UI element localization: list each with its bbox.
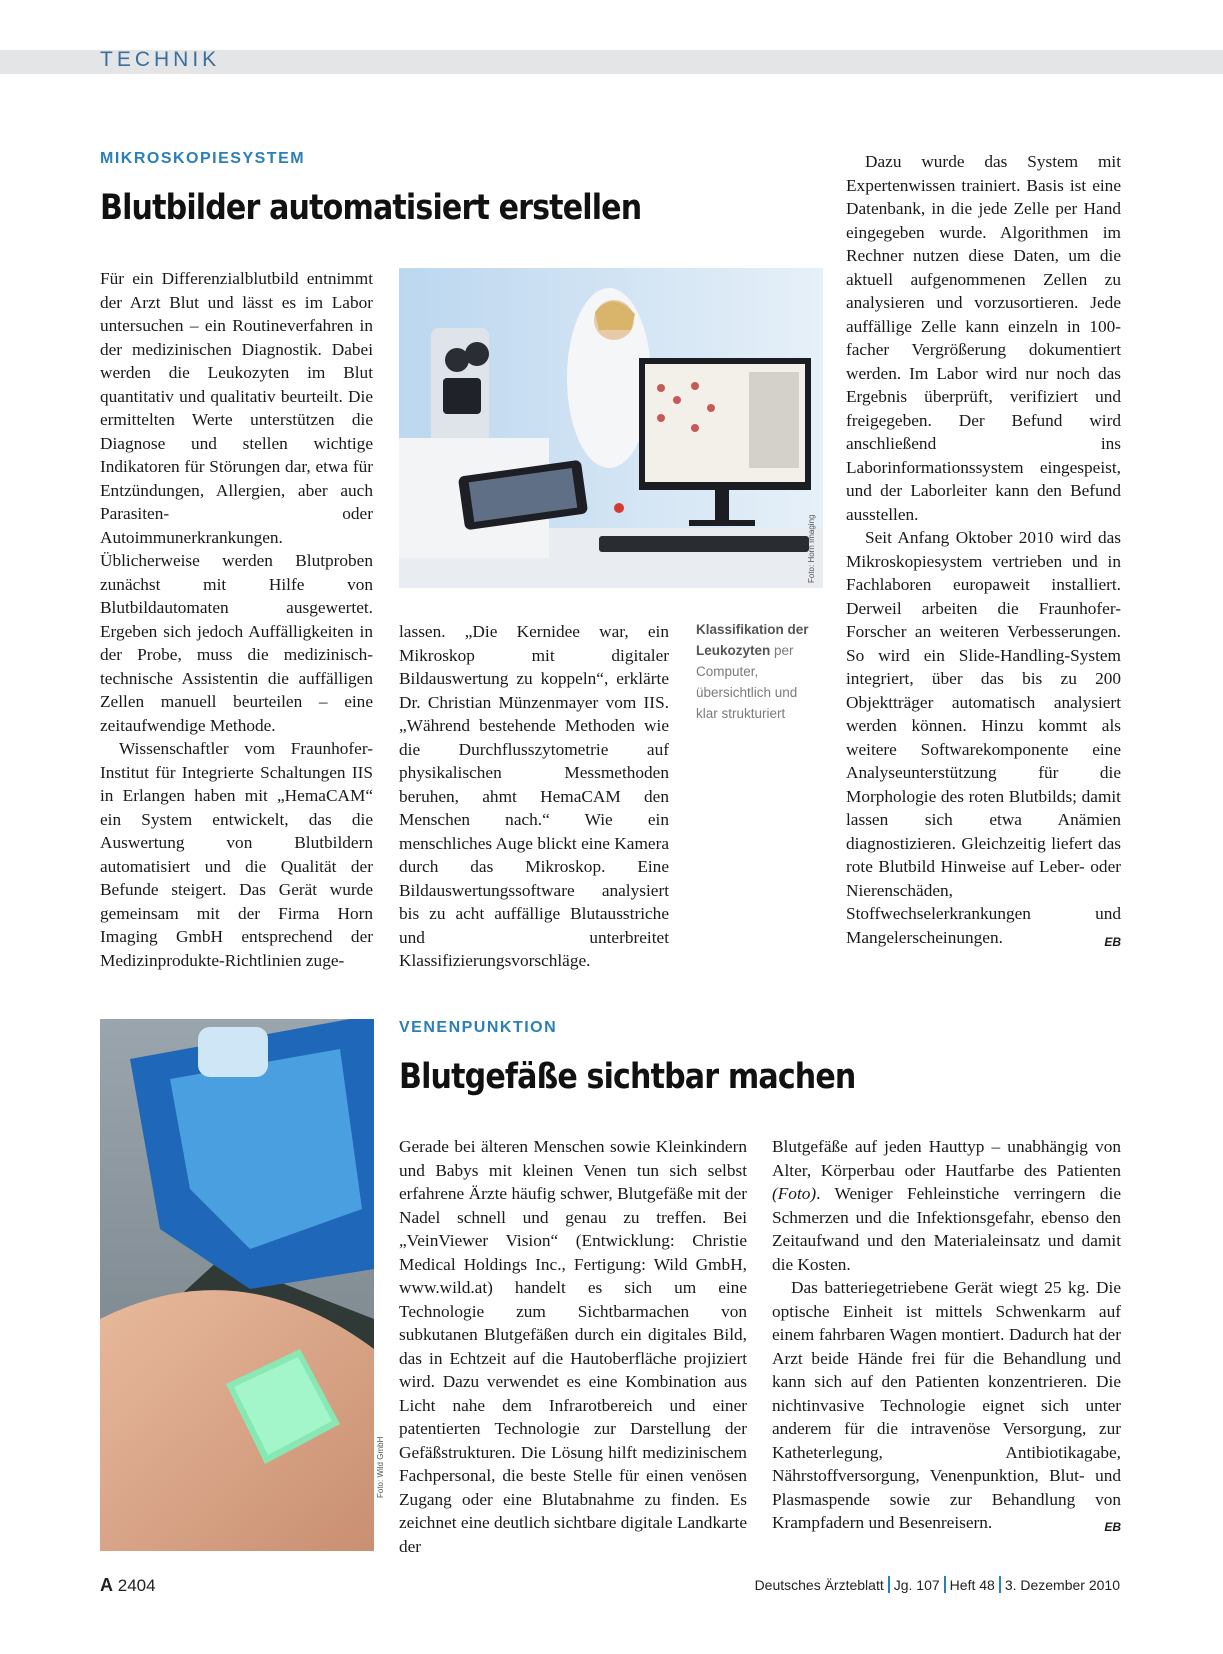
- article1-column-2: [399, 620, 669, 973]
- page-number-value: 2404: [117, 1576, 156, 1595]
- article2-col1-para: Gerade bei älteren Menschen sowie Kleinkindern und Babys mit kleinen Venen tun sich selbst erfahrene Ärzte häufig schwer, Blutgefäße mit der Nadel schnell und genau zu treffen. Bei „VeinViewer Vision“ (Entwicklung: Christie Medical Holdings Inc., Fertigung: Wild GmbH, www.wild.at) handelt es sich um eine Technologie zum Sichtbarmachen von subkutanen Blutgefäßen durch ein digitales Bild, das in Echtzeit auf die Hautoberfläche projiziert wird. Dazu verwendet es eine Kombination aus Licht nahe dem Infrarotbereich und einer patentierten Technologie zur Darstellung der Gefäßstrukturen. Die Lösung hilft medizinischem Fachpersonal, die beste Stelle für einen venösen Zugang oder eine Blutabnahme zu finden. Es zeichnet eine deutlich sichtbare digitale Landkarte der: [399, 1137, 747, 1556]
- article1-column-3: [846, 150, 1121, 954]
- article1-column-1: [100, 267, 373, 972]
- journal-volume: Jg. 107: [893, 1577, 940, 1593]
- journal-date: 3. Dezember 2010: [1004, 1577, 1120, 1593]
- article2-col2-para-2: [772, 1276, 1121, 1535]
- article1-kicker: MIKROSKOPIESYSTEM: [100, 150, 306, 167]
- article2-col2-para-2-text: Das batteriegetriebene Gerät wiegt 25 kg. Die optische Einheit ist mittels Schwenkarm auf einem fahrbaren Wagen montiert. Dadurch hat der Arzt beide Hände frei für die Behandlung und kann sich auf den Patienten konzentrieren. Die nichtinvasive Technologie eignet sich unter anderem für die intravenöse Versorgung, zur Katheterlegung, Antibiotikagabe, Nährstoffversorgung, Venenpunktion, Blut- und Plasmaspende sowie zur Behandlung von Krampfadern und Besenreisern.: [772, 1278, 1121, 1532]
- photo2-credit: Foto: Wild GmbH: [376, 1436, 385, 1498]
- article1-col1-para-1: Für ein Differenzialblutbild entnimmt der Arzt Blut und lässt es im Labor untersuchen – ein Routineverfahren in der medizinischen Diagnostik. Dabei werden die Leukozyten im Blut quantitativ und qualitativ beurteilt. Die ermittelten Werte unterstützen die Diagnose und stellen wichtige Indikatoren für Störungen dar, etwa für Entzündungen, Allergien, aber auch Parasiten- oder Autoimmunerkrankungen. Üblicherweise werden Blutproben zunächst mit Hilfe von Blutbildautomaten ausgewertet. Ergeben sich jedoch Auffälligkeiten in der Probe, muss die medizinisch-technische Assistentin die auffälligen Zellen manuell beurteilen – eine zeitaufwendige Methode.: [100, 269, 373, 735]
- article2-signature: EB: [1104, 1520, 1121, 1534]
- article1-col2-para: lassen. „Die Kernidee war, ein Mikroskop mit digitaler Bildauswertung zu koppeln“, erklärte Dr. Christian Münzenmayer vom IIS. „Während bestehende Methoden wie die Durchflusszytometrie auf physikalischen Messmethoden beruhen, ahmt HemaCAM den Menschen nach.“ Wie ein menschliches Auge blickt eine Kamera durch das Mikroskop. Eine Bildauswertungssoftware analysiert bis zu acht auffällige Blutausstriche und unterbreitet Klassifizierungsvorschläge.: [399, 622, 669, 970]
- microscope-lab-photo: [399, 268, 823, 588]
- article2-headline: Blutgefäße sichtbar machen: [399, 1057, 856, 1097]
- article2-column-2: [772, 1135, 1121, 1540]
- page-letter: A: [100, 1575, 113, 1595]
- article2-col2-text-a: Blutgefäße auf jeden Hauttyp – unabhängig von Alter, Körperbau oder Hautfarbe des Patienten: [772, 1137, 1121, 1180]
- article1-col3-para-2: [846, 526, 1121, 949]
- divider: [944, 1576, 946, 1593]
- vein-viewer-photo: [100, 1019, 374, 1551]
- article2-col2-para-1: [772, 1135, 1121, 1276]
- caption-rest: per Computer, übersichtlich und klar strukturiert: [696, 643, 798, 721]
- journal-info: [755, 1576, 1120, 1593]
- article1-headline: Blutbilder automatisiert erstellen: [100, 188, 642, 228]
- article1-col3-para-1: Dazu wurde das System mit Expertenwissen trainiert. Basis ist eine Datenbank, in die jede Zelle per Hand eingegeben wurde. Algorithmen im Rechner nutzen diese Daten, um die aktuell aufgenommenen Zellen zu analysieren und vorzusortieren. Jede auffällige Zelle kann einzeln in 100-facher Vergrößerung dokumentiert werden. Im Labor wird nur noch das Ergebnis überprüft, verifiziert und freigegeben. Der Befund wird anschließend ins Laborinformationssystem eingespeist, und der Laborleiter kann den Befund ausstellen.: [846, 152, 1121, 524]
- article1-signature: EB: [1104, 934, 1121, 949]
- article2-column-1: [399, 1135, 747, 1558]
- article2-kicker: VENENPUNKTION: [399, 1019, 558, 1036]
- article2-col2-text-b: . Weniger Fehleinstiche verringern die Schmerzen und die Infektionsgefahr, ebenso den Zeitaufwand und den Materialeinsatz und damit die Kosten.: [772, 1184, 1121, 1274]
- photo1-credit: Foto: Horn Imaging: [807, 514, 816, 583]
- section-label: TECHNIK: [100, 48, 221, 71]
- photo1-caption: [696, 619, 821, 724]
- caption-bold: Klassifikation der Leukozyten: [696, 622, 809, 658]
- divider: [888, 1576, 890, 1593]
- article2-foto-ref: (Foto): [772, 1184, 817, 1203]
- journal-issue: Heft 48: [949, 1577, 995, 1593]
- article1-col3-para-2-text: Seit Anfang Oktober 2010 wird das Mikroskopiesystem vertrieben und in Fachlaboren europaweit installiert. Derweil arbeiten die Fraunhofer-Forscher an weiteren Verbesserungen. So wird ein Slide-Handling-System integriert, über das bis zu 200 Objektträger automatisch analysiert werden können. Hinzu kommt als weitere Softwarekomponente eine Analyseunterstützung für die Morphologie des roten Blutbilds; damit lassen sich etwa Anämien diagnostizieren. Gleichzeitig liefert das rote Blutbild Hinweise auf Leber- oder Nierenschäden, Stoffwechselerkrankungen und Mangelerscheinungen.: [846, 528, 1121, 947]
- article1-col1-para-2: Wissenschaftler vom Fraunhofer-Institut für Integrierte Schaltungen IIS in Erlangen haben mit „HemaCAM“ ein System entwickelt, das die Auswertung von Blutbildern automatisiert und die Qualität der Befunde steigert. Das Gerät wurde gemeinsam mit der Firma Horn Imaging GmbH entsprechend der Medizinprodukte-Richtlinien zuge-: [100, 739, 373, 970]
- journal-name: Deutsches Ärzteblatt: [754, 1577, 884, 1593]
- page-number: [100, 1575, 156, 1596]
- divider: [999, 1576, 1001, 1593]
